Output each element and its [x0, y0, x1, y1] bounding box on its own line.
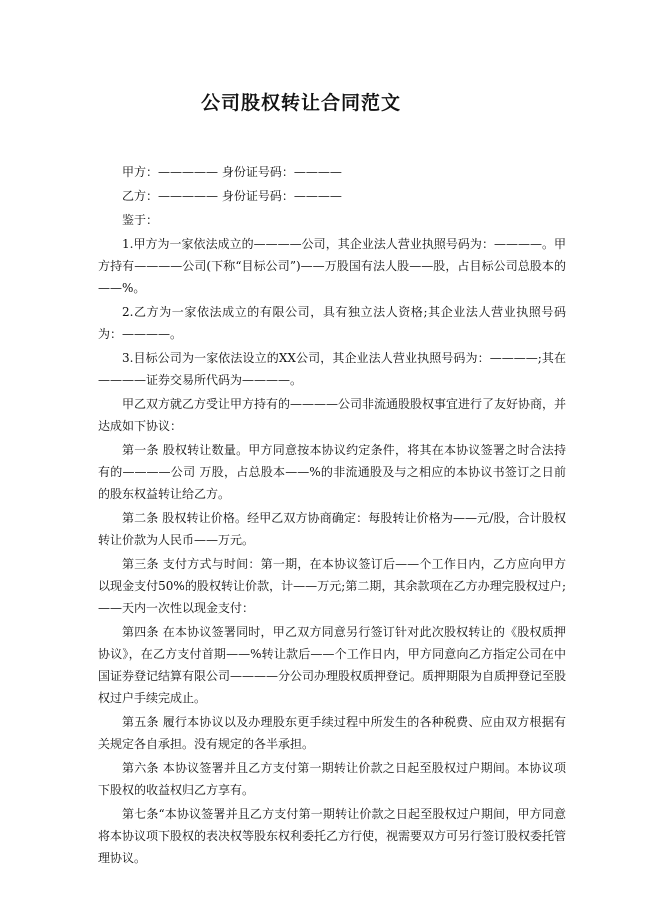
- recital-1: 1.甲方为一家依法成立的————公司，其企业法人营业执照号码为：————。甲方持有————公司(下称“目标公司”)——万股国有法人股——股，占目标公司总股本的——%。: [98, 237, 566, 295]
- article-5: 第五条 履行本协议以及办理股东更手续过程中所发生的各种税费、应由双方根据有关规定各自承担。没有规定的各半承担。: [98, 715, 566, 751]
- article-2: 第二条 股权转让价格。经甲乙双方协商确定：每股转让价格为——元/股，合计股权转让价款为人民币——万元。: [98, 511, 566, 547]
- document-title: 公司股权转让合同范文: [200, 92, 401, 114]
- article-3: 第三条 支付方式与时间：第一期，在本协议签订后——个工作日内，乙方应向甲方以现金支付50%的股权转让价款，计——万元;第二期，其余款项在乙方办理完股权过户;——天内一次性以现金支付：: [98, 557, 566, 615]
- article-6: 第六条 本协议签署并且乙方支付第一期转让价款之日起至股权过户期间。本协议项下股权的收益权归乙方享有。: [98, 761, 566, 797]
- recital-2: 2.乙方为一家依法成立的有限公司，具有独立法人资格;其企业法人营业执照号码为：————。: [98, 305, 566, 341]
- article-4: 第四条 在本协议签署同时，甲乙双方同意另行签订针对此次股权转让的《股权质押协议》，在乙方支付首期——%转让款后——个工作日内，甲方同意向乙方指定公司在中国证券登记结算有限公司————分公司办理股权质押登记。质押期限为自质押登记至股权过户手续完成止。: [98, 625, 567, 705]
- party-b-line: 乙方：————— 身份证号码：————: [122, 189, 342, 203]
- article-7: 第七条“本协议签署并且乙方支付第一期转让价款之日起至股权过户期间，甲方同意将本协议项下股权的表决权等股东权利委托乙方行使，视需要双方可另行签订股权委托管理协议。: [98, 807, 567, 865]
- preamble: 甲乙双方就乙方受让甲方持有的————公司非流通股股权事宜进行了友好协商，并达成如下协议：: [98, 397, 567, 433]
- document-body: [98, 161, 566, 869]
- whereas-heading: 鉴于：: [122, 213, 159, 227]
- recital-3: 3.目标公司为一家依法设立的XX公司，其企业法人营业执照号码为：————;其在————证券交易所代码为————。: [98, 351, 566, 387]
- party-a-line: 甲方：————— 身份证号码：————: [122, 165, 342, 179]
- article-1: 第一条 股权转让数量。甲方同意按本协议约定条件，将其在本协议签署之时合法持有的————公司 万股，占总股本——%的非流通股及与之相应的本协议书签订之日前的股东权益转让给乙方。: [98, 443, 566, 501]
